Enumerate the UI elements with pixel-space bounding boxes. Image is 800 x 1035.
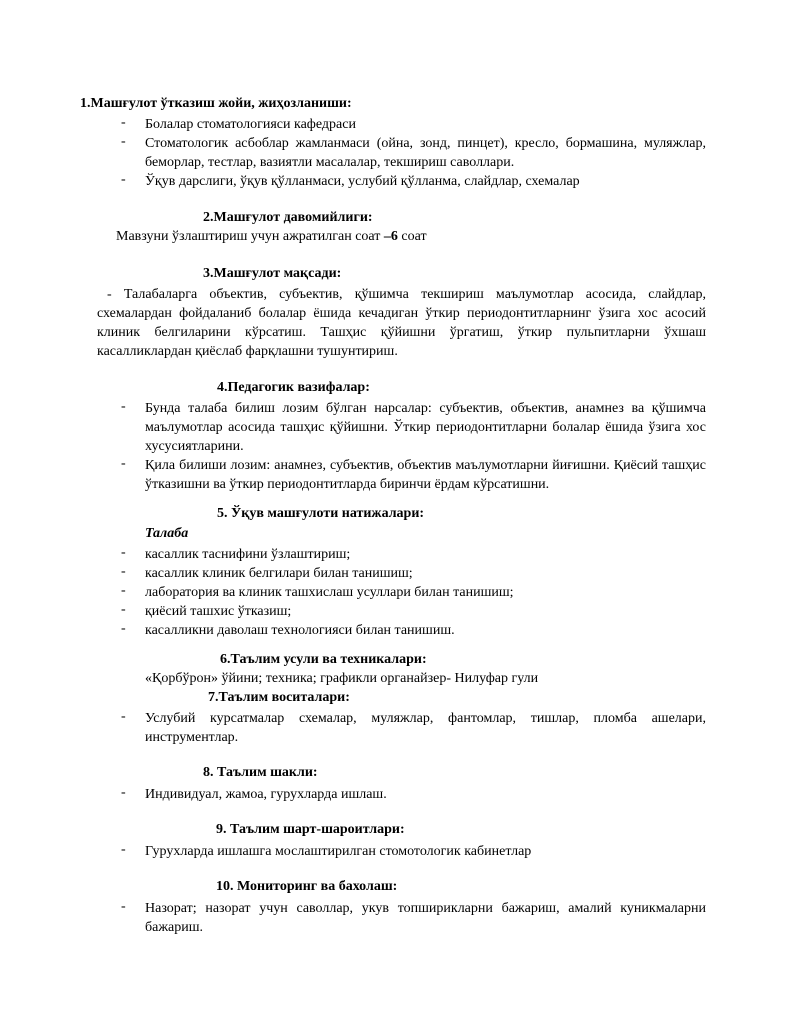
section-9-heading: 9. Таълим шарт-шароитлари:: [216, 822, 405, 837]
section-2-hours: –6: [383, 229, 398, 244]
bullet-dash: -: [121, 564, 126, 579]
section-1-item-3: Ўқув дарслиги, ўқув қўлланмаси, услубий қўлланма, слайдлар, схемалар: [145, 174, 580, 189]
bullet-dash: -: [121, 842, 126, 857]
section-5-item-1: касаллик таснифини ўзлаштириш;: [145, 547, 351, 562]
section-5-heading: 5. Ўқув машғулоти натижалари:: [217, 506, 425, 521]
section-3-heading: 3.Машғулот мақсади:: [203, 266, 342, 281]
section-5-subheading: Талаба: [145, 526, 189, 541]
section-3-text: - Талабаларга объектив, субъектив, қўшимча текшириш маълумотлар асосида, слайдлар, схемалардан фойдаланиб болалар ёшида кечадиган ўткир периодонтитларнинг ўзига хос асосий клиник белгиларини кўрсатиш. Ташҳис қўйишни ўргатиш, ўткир пульпитларни ўхшаш касалликлардан қиёслаб фарқлашни тушунтириш.: [97, 287, 706, 359]
section-5-item-3: лаборатория ва клиник ташхислаш усуллари билан танишиш;: [145, 585, 514, 600]
section-7-heading: 7.Таълим воситалари:: [208, 690, 350, 705]
section-6-text: «Қорбўрон» ўйини; техника; графикли органайзер- Нилуфар гули: [145, 671, 539, 686]
section-2-text-after: соат: [397, 229, 427, 244]
section-4-item-2: Қила билиши лозим: анамнез, субъектив, объектив маълумотларни йиғишни. Қиёсий ташҳис ўтказишни ва ўткир периодонтитларда биринчи ёрдам кўрсатишни.: [145, 458, 706, 492]
bullet-dash: -: [121, 456, 126, 471]
bullet-dash: -: [121, 899, 126, 914]
bullet-dash: -: [121, 602, 126, 617]
section-7-item-1: Услубий курсатмалар схемалар, муляжлар, фантомлар, тишлар, пломба ашелари, инструментлар.: [145, 711, 706, 745]
bullet-dash: -: [121, 545, 126, 560]
section-8-item-1: Индивидуал, жамоа, гурухларда ишлаш.: [145, 787, 387, 802]
section-8-heading: 8. Таълим шакли:: [203, 765, 318, 780]
bullet-dash: -: [121, 583, 126, 598]
section-6-heading: 6.Таълим усули ва техникалари:: [220, 652, 427, 667]
section-2-text: [116, 229, 427, 245]
section-4-heading: 4.Педагогик вазифалар:: [217, 380, 370, 395]
section-1-item-2: Стоматологик асбоблар жамланмаси (ойна, зонд, пинцет), кресло, бормашина, муляжлар, беморлар, тестлар, вазиятли масалалар, текшириш саволлари.: [145, 136, 706, 170]
section-4-item-1: Бунда талаба билиш лозим бўлган нарсалар: субъектив, объектив, анамнез ва қўшимча маълумотлар асосида ташҳис қўйишни. Ўткир периодонтитларни болалар ёшида ўзига хос хусусиятларини.: [145, 401, 706, 454]
bullet-dash: -: [121, 399, 126, 414]
bullet-dash: -: [121, 172, 126, 187]
section-2-heading: 2.Машғулот давомийлиги:: [203, 210, 373, 225]
bullet-dash: -: [121, 621, 126, 636]
section-2-text-before: Мавзуни ўзлаштириш учун ажратилган соат: [116, 229, 384, 244]
bullet-dash: -: [121, 115, 126, 130]
section-5-item-2: касаллик клиник белгилари билан танишиш;: [145, 566, 413, 581]
section-5-item-4: қиёсий ташхис ўтказиш;: [145, 604, 292, 619]
section-1-item-1: Болалар стоматологияси кафедраси: [145, 117, 356, 132]
section-9-item-1: Гурухларда ишлашга мослаштирилган стомотологик кабинетлар: [145, 844, 532, 859]
bullet-dash: -: [121, 709, 126, 724]
bullet-dash: -: [121, 785, 126, 800]
section-5-item-5: касалликни даволаш технологияси билан танишиш.: [145, 623, 455, 638]
section-1-heading: 1.Машғулот ўтказиш жойи, жиҳозланиши:: [80, 96, 352, 111]
section-10-heading: 10. Мониторинг ва бахолаш:: [216, 879, 398, 894]
bullet-dash: -: [121, 134, 126, 149]
section-10-item-1: Назорат; назорат учун саволлар, укув топширикларни бажариш, амалий куникмаларни бажариш.: [145, 901, 706, 935]
